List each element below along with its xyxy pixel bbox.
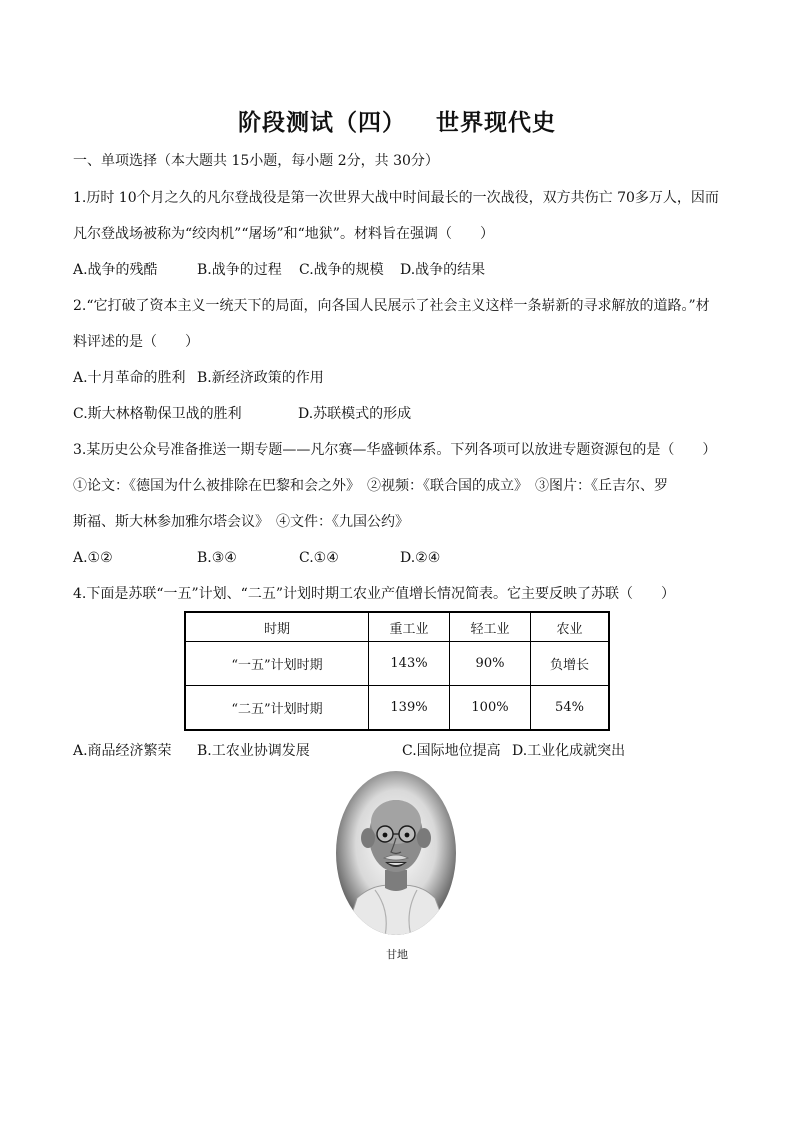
q4-option-d: D.工业化成就突出 bbox=[512, 743, 626, 759]
q3-option-b: B.③④ bbox=[197, 550, 237, 566]
table-header-cell: 轻工业 bbox=[450, 612, 531, 642]
table-cell: 100% bbox=[450, 686, 531, 731]
page-title bbox=[0, 104, 794, 137]
q1-option-c: C.战争的规模 bbox=[299, 262, 384, 278]
q3-stem-line3: 斯福、斯大林参加雅尔塔会议》 ④文件：《九国公约》 bbox=[73, 514, 409, 530]
table-cell: “二五”计划时期 bbox=[185, 686, 369, 731]
table-header-cell: 重工业 bbox=[369, 612, 450, 642]
portrait-caption: 甘地 bbox=[386, 948, 408, 961]
table-cell: 90% bbox=[450, 642, 531, 686]
gandhi-portrait bbox=[335, 770, 457, 936]
growth-table bbox=[184, 611, 610, 731]
q2-options-row2 bbox=[73, 404, 411, 424]
q1-option-a: A.战争的残酷 bbox=[73, 262, 158, 278]
title-sub: 世界现代史 bbox=[436, 109, 556, 136]
table-cell: 54% bbox=[531, 686, 610, 731]
q2-options-row1 bbox=[73, 368, 324, 388]
table-row bbox=[185, 642, 609, 686]
q1-stem-line1: 1.历时 10个月之久的凡尔登战役是第一次世界大战中时间最长的一次战役，双方共伤亡 70多万人，因而 bbox=[73, 190, 719, 206]
section-heading: 一、单项选择（本大题共 15小题，每小题 2分，共 30分） bbox=[73, 153, 439, 169]
table-header-cell: 时期 bbox=[185, 612, 369, 642]
table-cell: “一五”计划时期 bbox=[185, 642, 369, 686]
table-header-row bbox=[185, 612, 609, 642]
q4-options bbox=[73, 741, 625, 761]
q2-option-b: B.新经济政策的作用 bbox=[197, 370, 324, 386]
q3-option-d: D.②④ bbox=[400, 550, 441, 566]
q2-stem-line2: 料评述的是（ ） bbox=[73, 334, 199, 350]
q2-option-a: A.十月革命的胜利 bbox=[73, 370, 186, 386]
q4-option-a: A.商品经济繁荣 bbox=[73, 743, 172, 759]
table-cell: 负增长 bbox=[531, 642, 610, 686]
table-cell: 139% bbox=[369, 686, 450, 731]
q2-option-d: D.苏联模式的形成 bbox=[298, 406, 412, 422]
q4-option-c: C.国际地位提高 bbox=[402, 743, 501, 759]
q1-option-b: B.战争的过程 bbox=[197, 262, 282, 278]
table-row bbox=[185, 686, 609, 731]
title-main: 阶段测试（四） bbox=[238, 109, 406, 136]
q3-stem-line1: 3.某历史公众号准备推送一期专题——凡尔赛—华盛顿体系。下列各项可以放进专题资源包的是（ ） bbox=[73, 442, 717, 458]
q4-option-b: B.工农业协调发展 bbox=[197, 743, 310, 759]
q3-option-c: C.①④ bbox=[299, 550, 339, 566]
q3-option-a: A.①② bbox=[73, 550, 113, 566]
q1-option-d: D.战争的结果 bbox=[400, 262, 486, 278]
q4-stem: 4.下面是苏联“一五”计划、“二五”计划时期工农业产值增长情况简表。它主要反映了苏联（ ） bbox=[73, 586, 675, 602]
q2-option-c: C.斯大林格勒保卫战的胜利 bbox=[73, 406, 242, 422]
q3-options bbox=[73, 548, 440, 568]
table-cell: 143% bbox=[369, 642, 450, 686]
table-header-cell: 农业 bbox=[531, 612, 610, 642]
q3-stem-line2: ①论文：《德国为什么被排除在巴黎和会之外》 ②视频：《联合国的成立》 ③图片：《丘吉尔、罗 bbox=[73, 478, 668, 494]
q2-stem-line1: 2.“它打破了资本主义一统天下的局面，向各国人民展示了社会主义这样一条崭新的寻求解放的道路。”材 bbox=[73, 298, 710, 314]
q1-stem-line2: 凡尔登战场被称为“绞肉机”“屠场”和“地狱”。材料旨在强调（ ） bbox=[73, 226, 494, 242]
q1-options bbox=[73, 260, 485, 280]
